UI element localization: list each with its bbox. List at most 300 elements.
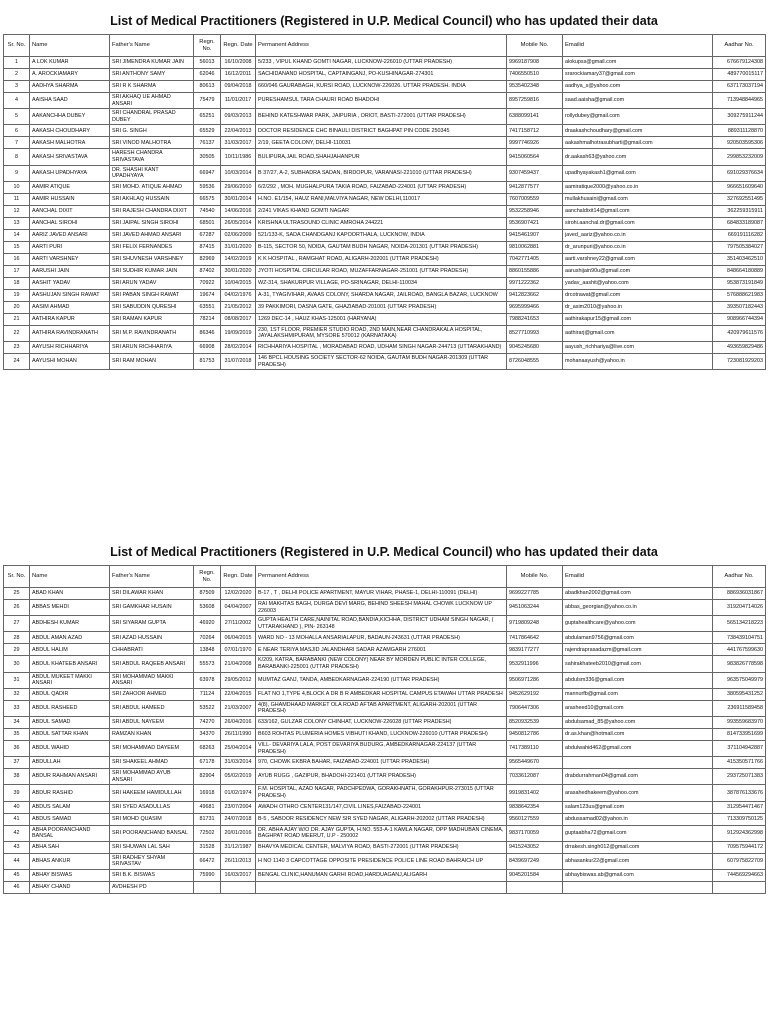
cell-regn-date: 31/07/2018 bbox=[221, 353, 256, 369]
cell-mobile-no: 7988241653 bbox=[507, 313, 563, 325]
cell-email-id: abbas_georgian@yahoo.co.in bbox=[563, 600, 713, 616]
cell-aadhar-no: 908966744394 bbox=[713, 313, 766, 325]
cell-father-name: SRI G. SINGH bbox=[110, 125, 194, 137]
cell-sr-no: 29 bbox=[4, 644, 30, 656]
cell-aadhar-no: 565134218223 bbox=[713, 616, 766, 632]
cell-mobile-no: 9415060564 bbox=[507, 149, 563, 165]
cell-permanent-address: BHAVYA MEDICAL CENTER, MALVIYA ROAD, BASTI-272001 (UTTAR PRADESH) bbox=[256, 841, 507, 853]
cell-father-name: SRI GAMKHAR HUSAIN bbox=[110, 600, 194, 616]
cell-aadhar-no: 420979611576 bbox=[713, 325, 766, 341]
table-row bbox=[4, 869, 766, 881]
cell-mobile-no: 9450812786 bbox=[507, 728, 563, 740]
cell-mobile-no: 7906447306 bbox=[507, 700, 563, 716]
cell-email-id: rajendraprasadazm@gmail.com bbox=[563, 644, 713, 656]
cell-email-id: saad.aaisha@gmail.com bbox=[563, 93, 713, 109]
cell-email-id bbox=[563, 881, 713, 893]
cell-mobile-no: 9997746926 bbox=[507, 137, 563, 149]
cell-email-id: draakashchoudhary@gmail.com bbox=[563, 125, 713, 137]
header-regn-date: Regn. Date bbox=[221, 35, 256, 57]
cell-regn-date: 09/04/2018 bbox=[221, 81, 256, 93]
cell-mobile-no: 9452629192 bbox=[507, 688, 563, 700]
cell-email-id: aakashmalhotrasubharti@gmail.com bbox=[563, 137, 713, 149]
cell-sr-no: 46 bbox=[4, 881, 30, 893]
cell-aadhar-no: 393507182443 bbox=[713, 301, 766, 313]
cell-aadhar-no: 744569294663 bbox=[713, 869, 766, 881]
cell-email-id: dr.aakash63@yahoo.com bbox=[563, 149, 713, 165]
header-sr-no: Sr. No. bbox=[4, 35, 30, 57]
cell-permanent-address: BENGAL CLINIC,HANUMAN GARHI ROAD,HARDUAGANJ,ALIGARH bbox=[256, 869, 507, 881]
cell-mobile-no: 9412823662 bbox=[507, 289, 563, 301]
cell-email-id: aathirakapur15@gmail.com bbox=[563, 313, 713, 325]
header-aadhar-no: Aadhar No. bbox=[713, 35, 766, 57]
cell-aadhar-no: 309275911244 bbox=[713, 109, 766, 125]
practitioners-table-1 bbox=[3, 34, 766, 370]
cell-regn-date: 28/02/2014 bbox=[221, 341, 256, 353]
cell-mobile-no: 9919831402 bbox=[507, 785, 563, 801]
cell-email-id: arasahedhakeem@yahoo.com bbox=[563, 785, 713, 801]
cell-regn-no: 55573 bbox=[194, 656, 221, 672]
cell-email-id: abdulsamad_85@yahoo.com bbox=[563, 716, 713, 728]
cell-father-name: DR. SHASHI KANT UPADHYAYA bbox=[110, 165, 194, 181]
cell-permanent-address: AWADH OTHRO CENTER131/147,CIVIL LINES,FAIZABAD-224001 bbox=[256, 801, 507, 813]
cell-father-name: CHHABRATI bbox=[110, 644, 194, 656]
cell-regn-date: 12/02/2020 bbox=[221, 588, 256, 600]
cell-sr-no: 15 bbox=[4, 241, 30, 253]
cell-aadhar-no: 312954471467 bbox=[713, 801, 766, 813]
cell-sr-no: 9 bbox=[4, 165, 30, 181]
table-body bbox=[4, 57, 766, 370]
cell-email-id: yadav_aashit@yahoo.com bbox=[563, 277, 713, 289]
cell-sr-no: 13 bbox=[4, 217, 30, 229]
page-title-2: List of Medical Practitioners (Registered in U.P. Medical Council) who has updated their data bbox=[110, 545, 658, 559]
cell-permanent-address: 39 PAKKIMORI, DASNA GATE, GHAZIABAD-201001 (UTTAR PRADESH) bbox=[256, 301, 507, 313]
cell-permanent-address: SACHIDANAND HOSPITAL, CAPTAINGANJ, PO-KUSHINAGAR-274301 bbox=[256, 69, 507, 81]
cell-aadhar-no: 886936031867 bbox=[713, 588, 766, 600]
cell-permanent-address: F.M. HOSPITAL, AZAD NAGAR, PADCHPEDWA, GORAKHNATH, GORAKHPUR-273015 (UTTAR PRADESH) bbox=[256, 785, 507, 801]
cell-regn-no: 46920 bbox=[194, 616, 221, 632]
cell-permanent-address: RICHHARIYA HOSPITAL , MORADABAD ROAD, UDHAM SINGH NAGAR-244713 (UTTARAKHAND) bbox=[256, 341, 507, 353]
cell-mobile-no: 9532911996 bbox=[507, 656, 563, 672]
cell-regn-date: 10/04/2015 bbox=[221, 277, 256, 289]
table-row bbox=[4, 841, 766, 853]
cell-aadhar-no: 963575049979 bbox=[713, 672, 766, 688]
cell-email-id: abhaybiswas.ab@gmail.com bbox=[563, 869, 713, 881]
cell-sr-no: 32 bbox=[4, 688, 30, 700]
cell-permanent-address: K K HOSPITAL , RAMGHAT ROAD, ALIGARH-202001 (UTTAR PRADESH) bbox=[256, 253, 507, 265]
cell-mobile-no: 8439697249 bbox=[507, 853, 563, 869]
cell-email-id: aadhya_s@yahoo.com bbox=[563, 81, 713, 93]
cell-permanent-address: 6/2/292 , MOH. MUGHALPURA TAKIA ROAD, FAIZABAD-224001 (UTTAR PRADESH) bbox=[256, 181, 507, 193]
cell-permanent-address: 2/241 VIKAS KHAND GOMTI NAGAR bbox=[256, 205, 507, 217]
cell-aadhar-no: 319204714026 bbox=[713, 600, 766, 616]
cell-aadhar-no: 637173037194 bbox=[713, 81, 766, 93]
cell-permanent-address: FLAT NO 1,TYPE 4,BLOCK A DR B R AMBEDKAR HOSPITAL CAMPUS ETAWAH UTTAR PRADESH bbox=[256, 688, 507, 700]
cell-mobile-no: 8520932539 bbox=[507, 716, 563, 728]
cell-father-name: SRI RAJESH CHANDRA DIXIT bbox=[110, 205, 194, 217]
header-father-name: Father's Name bbox=[110, 35, 194, 57]
cell-aadhar-no: 713309750125 bbox=[713, 813, 766, 825]
cell-mobile-no: 7607009559 bbox=[507, 193, 563, 205]
cell-regn-date: 01/02/1974 bbox=[221, 785, 256, 801]
cell-father-name: SRI MOHAMMAD MAKKI ANSARI bbox=[110, 672, 194, 688]
cell-permanent-address: B 37/27, A-2, SUBHADRA SADAN, BIRDOPUR, VARANASI-221010 (UTTAR PRADESH) bbox=[256, 165, 507, 181]
cell-name: AAKANCHHA DUBEY bbox=[30, 109, 110, 125]
cell-aadhar-no: 327692551495 bbox=[713, 193, 766, 205]
cell-sr-no: 21 bbox=[4, 313, 30, 325]
cell-father-name: SRI AZAD HUSSAIN bbox=[110, 632, 194, 644]
cell-aadhar-no: 669191116282 bbox=[713, 229, 766, 241]
cell-regn-no: 59536 bbox=[194, 181, 221, 193]
cell-sr-no: 37 bbox=[4, 757, 30, 769]
cell-aadhar-no: 676679124308 bbox=[713, 57, 766, 69]
table-row bbox=[4, 109, 766, 125]
cell-permanent-address: B-115, SECTOR 50, NOIDA, GAUTAM BUDH NAGAR, NOIDA-201301 (UTTAR PRADESH) bbox=[256, 241, 507, 253]
cell-father-name: SRI VINOD MALHOTRA bbox=[110, 137, 194, 149]
cell-regn-no: 66472 bbox=[194, 853, 221, 869]
cell-sr-no: 28 bbox=[4, 632, 30, 644]
cell-email-id: abdulsm336@gmail.com bbox=[563, 672, 713, 688]
cell-father-name: SRI SHUVNESH VARSHNEY bbox=[110, 253, 194, 265]
practitioners-table-2 bbox=[3, 565, 766, 894]
cell-sr-no: 14 bbox=[4, 229, 30, 241]
cell-permanent-address: MUMTAZ GANJ, TANDA, AMBEDKARNAGAR-224190 (UTTAR PRADESH) bbox=[256, 672, 507, 688]
cell-name: ABDHESH KUMAR bbox=[30, 616, 110, 632]
cell-regn-date: 04/04/2007 bbox=[221, 600, 256, 616]
cell-name: AAKASH MALHOTRA bbox=[30, 137, 110, 149]
table-row bbox=[4, 289, 766, 301]
cell-aadhar-no: 912924362998 bbox=[713, 825, 766, 841]
cell-name: AASHIT YADAV bbox=[30, 277, 110, 289]
cell-name: AADHYA SHARMA bbox=[30, 81, 110, 93]
cell-mobile-no: 9415461907 bbox=[507, 229, 563, 241]
cell-sr-no: 2 bbox=[4, 69, 30, 81]
cell-sr-no: 34 bbox=[4, 716, 30, 728]
cell-regn-date: 24/07/2018 bbox=[221, 813, 256, 825]
header-regn-date: Regn. Date bbox=[221, 566, 256, 588]
cell-regn-date: 16/03/2017 bbox=[221, 869, 256, 881]
cell-sr-no: 3 bbox=[4, 81, 30, 93]
page-title: List of Medical Practitioners (Registered in U.P. Medical Council) who has updated their data bbox=[110, 14, 658, 28]
cell-regn-date: 26/05/2014 bbox=[221, 217, 256, 229]
cell-sr-no: 33 bbox=[4, 700, 30, 716]
cell-aadhar-no: 889311128870 bbox=[713, 125, 766, 137]
cell-regn-no: 75990 bbox=[194, 869, 221, 881]
cell-aadhar-no: 983826778598 bbox=[713, 656, 766, 672]
cell-mobile-no: 9045245680 bbox=[507, 341, 563, 353]
cell-email-id: abdulaman9756@gmail.com bbox=[563, 632, 713, 644]
table-row bbox=[4, 165, 766, 181]
table-row bbox=[4, 69, 766, 81]
cell-name: ABDULLAH bbox=[30, 757, 110, 769]
cell-permanent-address: B603 ROHTAS PLUMERIA HOMES VIBHUTI KHAND, LUCKNOW-226010 (UTTAR PRADESH) bbox=[256, 728, 507, 740]
cell-aadhar-no bbox=[713, 881, 766, 893]
cell-regn-date: 09/03/2013 bbox=[221, 109, 256, 125]
cell-father-name: SRI MOHAMMAD AYUB ANSARI bbox=[110, 769, 194, 785]
cell-email-id bbox=[563, 757, 713, 769]
cell-permanent-address: RAI MAKHTAS BAGH, DURGA DEVI MARG, BEHIND SHEESH MAHAL CHOWK LUCKNOW UP 226003 bbox=[256, 600, 507, 616]
cell-regn-no: 66908 bbox=[194, 341, 221, 353]
cell-name: ABDUS SAMAD bbox=[30, 813, 110, 825]
cell-aadhar-no: 738439104751 bbox=[713, 632, 766, 644]
cell-permanent-address: H.NO. E1/154, HAUZ RANI,MALVIYA NAGAR, NEW DELHI,110017 bbox=[256, 193, 507, 205]
header-father-name: Father's Name bbox=[110, 566, 194, 588]
cell-email-id: sahirakhateeb2010@gmail.com bbox=[563, 656, 713, 672]
cell-mobile-no: 7033612087 bbox=[507, 769, 563, 785]
cell-regn-no: 62046 bbox=[194, 69, 221, 81]
cell-name: AAMIR ATIQUE bbox=[30, 181, 110, 193]
cell-aadhar-no: 709575944172 bbox=[713, 841, 766, 853]
cell-mobile-no: 9695999466 bbox=[507, 301, 563, 313]
table-row bbox=[4, 688, 766, 700]
cell-father-name: SRI RAMAN KAPUR bbox=[110, 313, 194, 325]
cell-father-name: RAMZAN KHAN bbox=[110, 728, 194, 740]
cell-name: AANCHAL DIXIT bbox=[30, 205, 110, 217]
cell-email-id: upadhyayakash1@gmail.com bbox=[563, 165, 713, 181]
cell-father-name: SRI AKHAQ UE AHMAD ANSARI bbox=[110, 93, 194, 109]
table-row bbox=[4, 57, 766, 69]
cell-sr-no: 38 bbox=[4, 769, 30, 785]
cell-aadhar-no: 362259315911 bbox=[713, 205, 766, 217]
table-row bbox=[4, 149, 766, 165]
cell-name: ABHAY CHAND bbox=[30, 881, 110, 893]
cell-sr-no: 11 bbox=[4, 193, 30, 205]
cell-aadhar-no: 441767599630 bbox=[713, 644, 766, 656]
cell-sr-no: 24 bbox=[4, 353, 30, 369]
cell-email-id: aamiratique2000@yahoo.co.in bbox=[563, 181, 713, 193]
cell-name: ABDUL AMAN AZAD bbox=[30, 632, 110, 644]
cell-aadhar-no: 489770015117 bbox=[713, 69, 766, 81]
cell-email-id: dr_arunpuri@yahoo.co.in bbox=[563, 241, 713, 253]
cell-permanent-address bbox=[256, 881, 507, 893]
cell-regn-no: 19674 bbox=[194, 289, 221, 301]
table-row bbox=[4, 205, 766, 217]
cell-regn-no: 63551 bbox=[194, 301, 221, 313]
cell-father-name: SRI POORANCHAND BANSAL bbox=[110, 825, 194, 841]
cell-sr-no: 42 bbox=[4, 825, 30, 841]
table-row bbox=[4, 588, 766, 600]
cell-regn-no bbox=[194, 881, 221, 893]
table-row bbox=[4, 125, 766, 137]
cell-father-name: SRI SUDHIR KUMAR JAIN bbox=[110, 265, 194, 277]
cell-email-id: aarti.varshney22@gmail.com bbox=[563, 253, 713, 265]
cell-sr-no: 40 bbox=[4, 801, 30, 813]
table-body bbox=[4, 588, 766, 894]
cell-aadhar-no: 966651609640 bbox=[713, 181, 766, 193]
cell-permanent-address: KRISHNA ULTRASOUND CLINIC AMROHA 244221 bbox=[256, 217, 507, 229]
cell-regn-no: 82969 bbox=[194, 253, 221, 265]
cell-regn-no: 87402 bbox=[194, 265, 221, 277]
cell-regn-date: 31/03/2014 bbox=[221, 757, 256, 769]
cell-email-id: drcotrawat@gmail.com bbox=[563, 289, 713, 301]
cell-sr-no: 20 bbox=[4, 301, 30, 313]
cell-aadhar-no: 953873191849 bbox=[713, 277, 766, 289]
cell-aadhar-no: 387876133676 bbox=[713, 785, 766, 801]
cell-email-id: aayush_richhariya@live.com bbox=[563, 341, 713, 353]
cell-sr-no: 16 bbox=[4, 253, 30, 265]
cell-permanent-address: 1269 DEC-14 , HAUZ KHAS-125001 (HARYANA) bbox=[256, 313, 507, 325]
header-permanent-address: Permanent Address bbox=[256, 35, 507, 57]
cell-aadhar-no: 293725071383 bbox=[713, 769, 766, 785]
cell-email-id: arasheed10@gmail.com bbox=[563, 700, 713, 716]
cell-mobile-no: 9506971286 bbox=[507, 672, 563, 688]
table-row bbox=[4, 716, 766, 728]
table-row bbox=[4, 137, 766, 149]
cell-name: AAYUSHI MOHAN bbox=[30, 353, 110, 369]
cell-father-name: AVDHESH PD bbox=[110, 881, 194, 893]
cell-email-id: rollydubey@gmail.com bbox=[563, 109, 713, 125]
cell-mobile-no: 9719809248 bbox=[507, 616, 563, 632]
cell-email-id: abhasankur22@gmail.com bbox=[563, 853, 713, 869]
cell-regn-no: 82904 bbox=[194, 769, 221, 785]
cell-permanent-address: 230, 1ST FLOOR, PREMIER STUDIO ROAD, 2ND MAIN,NEAR CHANDRAKALA HOSPITAL, JAYALAKSHMIPURAM, MYSORE 570012 (KARNATAKA) bbox=[256, 325, 507, 341]
cell-regn-no: 53522 bbox=[194, 700, 221, 716]
cell-permanent-address: WARD NO - 13 MOHALLA ANSARIALAPUR, BADAUN-243631 (UTTAR PRADESH) bbox=[256, 632, 507, 644]
cell-father-name: SRI R K SHARMA bbox=[110, 81, 194, 93]
cell-name: AAMIR HUSSAIN bbox=[30, 193, 110, 205]
cell-father-name: SRI FELIX FERNANDES bbox=[110, 241, 194, 253]
cell-name: ABHAS ANKUR bbox=[30, 853, 110, 869]
cell-name: ABDUL QADIR bbox=[30, 688, 110, 700]
cell-sr-no: 39 bbox=[4, 785, 30, 801]
cell-aadhar-no: 993559683970 bbox=[713, 716, 766, 728]
cell-regn-date: 20/01/2016 bbox=[221, 825, 256, 841]
cell-email-id: guptaabha72@gmail.com bbox=[563, 825, 713, 841]
cell-permanent-address: H NO 1140 3 CAPCOTTAGE OPPOSITE PRESIDENCE POLICE LINE ROAD BAHRAICH UP bbox=[256, 853, 507, 869]
cell-email-id: drabdurrahman04@gmail.com bbox=[563, 769, 713, 785]
cell-sr-no: 41 bbox=[4, 813, 30, 825]
cell-mobile-no: 9412877577 bbox=[507, 181, 563, 193]
cell-mobile-no: 7417389110 bbox=[507, 740, 563, 756]
cell-father-name: SRI MOHD. ATIQUE AHMAD bbox=[110, 181, 194, 193]
cell-regn-date: 07/01/1970 bbox=[221, 644, 256, 656]
cell-sr-no: 30 bbox=[4, 656, 30, 672]
cell-permanent-address: 633/162, GULZAR COLONY CHINHAT, LUCKNOW-226028 (UTTAR PRADESH) bbox=[256, 716, 507, 728]
cell-name: ABDUL MUKEET MAKKI ANSARI bbox=[30, 672, 110, 688]
cell-regn-no: 76137 bbox=[194, 137, 221, 149]
cell-sr-no: 8 bbox=[4, 149, 30, 165]
cell-name: AARTI VARSHNEY bbox=[30, 253, 110, 265]
cell-regn-date: 02/06/2009 bbox=[221, 229, 256, 241]
header-aadhar-no: Aadhar No. bbox=[713, 566, 766, 588]
header-sr-no: Sr. No. bbox=[4, 566, 30, 588]
cell-name: ABDUL WAHID bbox=[30, 740, 110, 756]
cell-name: ABBAS MEHDI bbox=[30, 600, 110, 616]
cell-permanent-address: 5/233 , VIPUL KHAND GOMTI NAGAR, LUCKNOW-226010 (UTTAR PRADESH) bbox=[256, 57, 507, 69]
cell-email-id: mullakhusaini@gmail.com bbox=[563, 193, 713, 205]
table-row bbox=[4, 632, 766, 644]
cell-sr-no: 4 bbox=[4, 93, 30, 109]
cell-father-name: SRI JAVED AHMAD ANSARI bbox=[110, 229, 194, 241]
cell-father-name: SRI RAM MOHAN bbox=[110, 353, 194, 369]
cell-regn-no: 74540 bbox=[194, 205, 221, 217]
header-regn-no: Regn. No. bbox=[194, 35, 221, 57]
cell-father-name: SRI JIMENDRA KUMAR JAIN bbox=[110, 57, 194, 69]
table-header-row bbox=[4, 566, 766, 588]
cell-permanent-address: 2/19, GEETA COLONY, DELHI-110031 bbox=[256, 137, 507, 149]
table-row bbox=[4, 313, 766, 325]
table-row bbox=[4, 700, 766, 716]
cell-regn-no: 72502 bbox=[194, 825, 221, 841]
cell-mobile-no: 9532258946 bbox=[507, 205, 563, 217]
cell-sr-no: 12 bbox=[4, 205, 30, 217]
header-permanent-address: Permanent Address bbox=[256, 566, 507, 588]
cell-mobile-no: 9969187908 bbox=[507, 57, 563, 69]
cell-aadhar-no: 920503595306 bbox=[713, 137, 766, 149]
cell-name: AASHUJAN SINGH RAWAT bbox=[30, 289, 110, 301]
cell-regn-date: 04/02/1976 bbox=[221, 289, 256, 301]
cell-father-name: SRI SHUWAN LAL SAH bbox=[110, 841, 194, 853]
cell-aadhar-no: 814733951699 bbox=[713, 728, 766, 740]
cell-father-name: SRI ZAHOOR AHMED bbox=[110, 688, 194, 700]
header-mobile-no: Mobile No. bbox=[507, 566, 563, 588]
cell-permanent-address: 4(8), GHAMDHAAD MARKET OLA ROAD AFTAB APARTMENT, ALIGARH-202001 (UTTAR PRADESH) bbox=[256, 700, 507, 716]
cell-sr-no: 25 bbox=[4, 588, 30, 600]
cell-father-name: SRI HAKEEM HAMIDULLAH bbox=[110, 785, 194, 801]
cell-regn-date: 16/10/2008 bbox=[221, 57, 256, 69]
cell-regn-no: 16918 bbox=[194, 785, 221, 801]
cell-email-id: mannurfb@gmail.com bbox=[563, 688, 713, 700]
cell-regn-date: 27/11/2002 bbox=[221, 616, 256, 632]
cell-regn-no: 67178 bbox=[194, 757, 221, 769]
cell-sr-no: 26 bbox=[4, 600, 30, 616]
cell-name: ABDUL HALIM bbox=[30, 644, 110, 656]
cell-father-name: SRI DILAWAR KHAN bbox=[110, 588, 194, 600]
cell-name: ABHAY BISWAS bbox=[30, 869, 110, 881]
cell-regn-date: 29/05/2012 bbox=[221, 672, 256, 688]
cell-sr-no: 23 bbox=[4, 341, 30, 353]
cell-regn-no: 81731 bbox=[194, 813, 221, 825]
cell-mobile-no: 9307459437 bbox=[507, 165, 563, 181]
cell-permanent-address: B-5 , SABOOR RESIDENCY NEW SIR SYED NAGAR, ALIGARH-202002 (UTTAR PRADESH) bbox=[256, 813, 507, 825]
cell-mobile-no: 9971222362 bbox=[507, 277, 563, 289]
cell-regn-no: 70922 bbox=[194, 277, 221, 289]
cell-father-name: SRI SYED ASADULLAS bbox=[110, 801, 194, 813]
table-row bbox=[4, 672, 766, 688]
table-row bbox=[4, 785, 766, 801]
cell-mobile-no: 9535402348 bbox=[507, 81, 563, 93]
cell-permanent-address: VILL- DEVARIYA LALA, POST DEVARIYA BUDURG, AMBEDKARNAGAR-224137 (UTTAR PRADESH) bbox=[256, 740, 507, 756]
cell-aadhar-no: 576888621983 bbox=[713, 289, 766, 301]
cell-permanent-address: JYOTI HOSPITAL CIRCULAR ROAD, MUZAFFARNAGAR-251001 (UTTAR PRADESH) bbox=[256, 265, 507, 277]
cell-regn-date: 21/03/2007 bbox=[221, 700, 256, 716]
cell-email-id: sirohi.aanchal.dr@gmail.com bbox=[563, 217, 713, 229]
table-row bbox=[4, 616, 766, 632]
cell-name: ABDUS SALAM bbox=[30, 801, 110, 813]
table-row bbox=[4, 769, 766, 785]
cell-email-id: javed_aariz@yahoo.co.in bbox=[563, 229, 713, 241]
cell-name: AARUSHI JAIN bbox=[30, 265, 110, 277]
cell-sr-no: 17 bbox=[4, 265, 30, 277]
cell-aadhar-no: 371104942887 bbox=[713, 740, 766, 756]
cell-regn-no: 65251 bbox=[194, 109, 221, 125]
cell-email-id: alokupss@gmail.com bbox=[563, 57, 713, 69]
table-row bbox=[4, 217, 766, 229]
header-regn-no: Regn. No. bbox=[194, 566, 221, 588]
cell-mobile-no: 8527710993 bbox=[507, 325, 563, 341]
cell-father-name: SRI ABDUL HAMEED bbox=[110, 700, 194, 716]
cell-name: AAISHA SAAD bbox=[30, 93, 110, 109]
cell-regn-date: 26/11/2013 bbox=[221, 853, 256, 869]
cell-email-id: dr_asim2010@yahoo.in bbox=[563, 301, 713, 313]
cell-father-name: SRI MOHAMMAD DAYEEM bbox=[110, 740, 194, 756]
table-row bbox=[4, 644, 766, 656]
cell-father-name: SRI ARUN YADAV bbox=[110, 277, 194, 289]
table-row bbox=[4, 325, 766, 341]
table-row bbox=[4, 728, 766, 740]
table-row bbox=[4, 193, 766, 205]
cell-regn-date: 31/12/1987 bbox=[221, 841, 256, 853]
cell-father-name: SRI ABDUL RAQEEB ANSARI bbox=[110, 656, 194, 672]
